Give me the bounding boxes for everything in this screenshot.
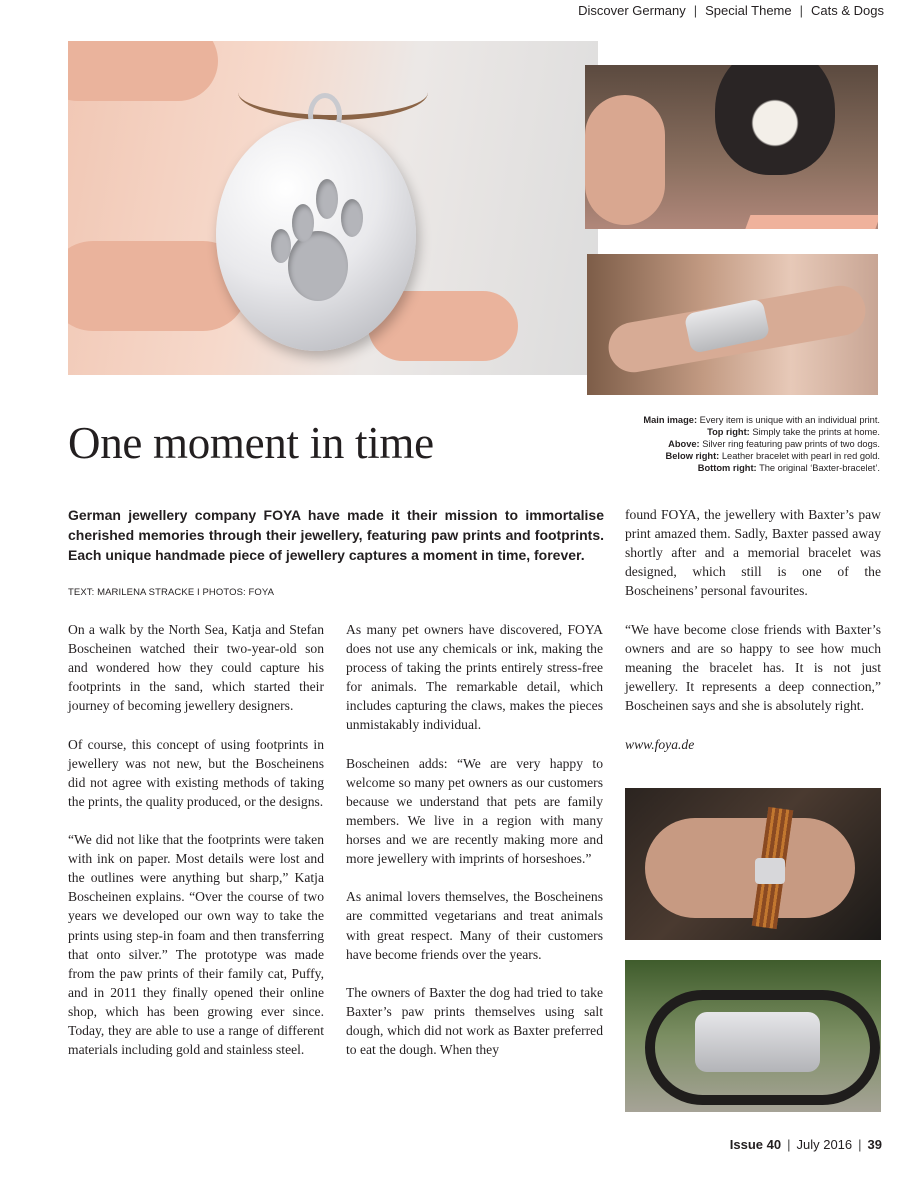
- photo-leather-bracelet: [625, 788, 881, 940]
- caption-label: Top right:: [707, 427, 750, 437]
- caption-line: [643, 438, 880, 450]
- body-paragraph: found FOYA, the jewellery with Baxter’s paw print amazed them. Sadly, Baxter passed away shortly after and a memorial bracelet was designed, which still is one of the Boscheinens’ personal favourites.: [625, 507, 881, 599]
- foam-block: [740, 215, 878, 229]
- photo-captions: [643, 414, 880, 474]
- website-link[interactable]: www.foya.de: [625, 736, 695, 752]
- hand-shape: [585, 95, 665, 225]
- photo-silver-ring: [587, 254, 878, 395]
- body-column-3-top: [625, 505, 881, 620]
- body-column-2: [346, 620, 603, 1078]
- finger-shape: [68, 41, 218, 101]
- dog-shape: [715, 65, 835, 175]
- footer-separator: |: [787, 1137, 791, 1152]
- body-paragraph: “We have become close friends with Baxter’s owners and are so happy to see how much meaning the bracelet has. It is not just jewellery. It represents a deep connection,” Boscheinen says and she is absolutely right.: [625, 622, 881, 714]
- body-column-3: [625, 620, 881, 773]
- article-credit: TEXT: MARILENA STRACKE I PHOTOS: FOYA: [68, 587, 275, 598]
- photo-dog-on-foam: [585, 65, 878, 229]
- hand-shape: [645, 818, 855, 918]
- caption-text: Simply take the prints at home.: [749, 427, 880, 437]
- running-header: [578, 3, 884, 18]
- paw-toe: [316, 179, 338, 219]
- body-paragraph: As animal lovers themselves, the Boscheinens are committed vegetarians and treat animals with great respect. Many of their customers have become friends over the years.: [346, 889, 603, 962]
- body-paragraph: “We did not like that the footprints were taken with ink on paper. Most details were lost and the outlines were anything but sharp,” Katja Boscheinen explains. “Over the course of two years we developed our own way to take the prints using step-in foam and then transferring that onto silver.” The prototype was made from the paw prints of their family cat, Puffy, and in 2011 they finally opened their online shop, which has been growing ever since. Today, they are able to use a range of different materials including gold and stainless steel.: [68, 832, 324, 1058]
- paw-toe: [271, 229, 291, 263]
- issue-date: July 2016: [796, 1137, 853, 1152]
- caption-text: Leather bracelet with pearl in red gold.: [719, 451, 880, 461]
- magazine-name: Discover Germany: [578, 3, 686, 18]
- main-photo-paw-pendant: [68, 41, 598, 375]
- body-column-1: [68, 620, 324, 1078]
- footer-separator: |: [858, 1137, 862, 1152]
- paw-toe: [341, 199, 363, 237]
- body-paragraph: The owners of Baxter the dog had tried to take Baxter’s paw prints themselves using salt dough, which did not work as Baxter preferred to eat the dough. When they: [346, 984, 603, 1058]
- paw-pad: [288, 231, 348, 301]
- article-title: One moment in time: [68, 418, 434, 468]
- caption-line: [643, 450, 880, 462]
- bracelet-bead: [755, 858, 785, 884]
- section-name: Special Theme: [705, 3, 792, 18]
- body-paragraph: Of course, this concept of using footprints in jewellery was not new, but the Boscheinens did not agree with existing methods of taking the prints, the quality produced, or the designs.: [68, 736, 324, 809]
- body-paragraph: As many pet owners have discovered, FOYA does not use any chemicals or ink, making the process of taking the prints entirely stress-free for animals. The remarkable detail, which includes capturing the claws, makes the pieces unmistakably individual.: [346, 622, 603, 733]
- caption-line: [643, 414, 880, 426]
- body-paragraph: Boscheinen adds: “We are very happy to welcome so many pet owners as our customers because we understand that pets are family members. We live in a region with many horses and we are recently making more and more jewellery with imprints of horseshoes.”: [346, 755, 603, 867]
- issue-number: Issue 40: [729, 1137, 782, 1152]
- paw-toe: [292, 204, 314, 242]
- caption-text: The original ‘Baxter-bracelet’.: [756, 463, 880, 473]
- topic-name: Cats & Dogs: [811, 3, 884, 18]
- header-separator: |: [693, 3, 698, 18]
- caption-line: [643, 426, 880, 438]
- body-paragraph: On a walk by the North Sea, Katja and Stefan Boscheinen watched their two-year-old son and wondered how they could capture his footprints in the sand, which started their journey of becoming jewellery designers.: [68, 622, 324, 714]
- caption-line: [643, 462, 880, 474]
- caption-label: Main image:: [643, 415, 698, 425]
- caption-text: Every item is unique with an individual print.: [697, 415, 880, 425]
- caption-label: Below right:: [665, 451, 720, 461]
- header-separator: |: [799, 3, 804, 18]
- bracelet-plate: [695, 1012, 820, 1072]
- article-intro: German jewellery company FOYA have made it their mission to immortalise cherished memories through their jewellery, featuring paw prints and footprints. Each unique handmade piece of jewellery captures a moment in time, forever.: [68, 507, 604, 563]
- page-footer: [730, 1137, 882, 1152]
- silver-pendant: [216, 119, 416, 351]
- caption-label: Above:: [668, 439, 700, 449]
- caption-text: Silver ring featuring paw prints of two dogs.: [699, 439, 880, 449]
- caption-label: Bottom right:: [697, 463, 757, 473]
- photo-baxter-bracelet: [625, 960, 881, 1112]
- page-number: 39: [867, 1137, 882, 1152]
